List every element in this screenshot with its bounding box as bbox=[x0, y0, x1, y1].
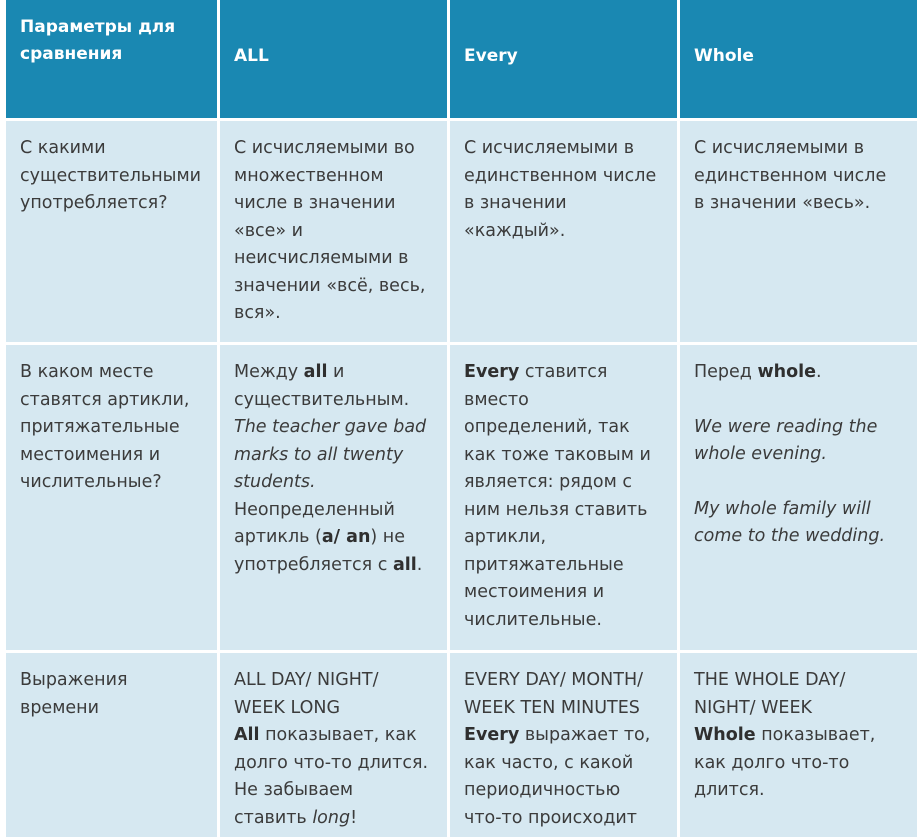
row3-all-text2: показывает, как долго что-то длится. Не забываем ставить bbox=[234, 725, 429, 828]
row2-all-example-text: The teacher gave bad marks to all twenty students. bbox=[234, 417, 427, 492]
row2-all-bold1: all bbox=[303, 362, 328, 382]
row1-label: С какими существительными употребляется? bbox=[6, 121, 220, 345]
row3-whole bbox=[680, 653, 920, 840]
row2-all-bold3: all bbox=[392, 554, 417, 575]
row2-all-text1: Между bbox=[234, 362, 304, 382]
row2-whole-example2 bbox=[694, 496, 901, 551]
row3-every-note bbox=[464, 722, 661, 832]
row3-whole-text2: показывает, как долго что-то длится. bbox=[694, 725, 876, 800]
row2-every-rule bbox=[464, 359, 661, 634]
row2-all-note bbox=[234, 497, 431, 580]
header-parameters-line2: сравнения bbox=[20, 44, 123, 64]
row3-whole-note bbox=[694, 722, 901, 805]
row3-all-italic1: long bbox=[312, 807, 351, 828]
row1-all: С исчисляемыми во множественном числе в значении «все» и неисчисляемыми в значении «всё, весь, вся». bbox=[220, 121, 450, 345]
row2-whole-example1 bbox=[694, 414, 901, 469]
comparison-table bbox=[6, 0, 920, 840]
row2-whole-text1: Перед bbox=[694, 362, 758, 382]
row3-whole-expression: THE WHOLE DAY/ NIGHT/ WEEK bbox=[694, 670, 846, 718]
row2-whole-example1-text: We were reading the whole evening. bbox=[694, 416, 878, 464]
row3-every-bold1: Every bbox=[464, 725, 520, 745]
row2-all-example bbox=[234, 414, 431, 497]
row2-all-text5: . bbox=[416, 554, 423, 575]
row3-all-expression: ALL DAY/ NIGHT/ WEEK LONG bbox=[234, 670, 379, 718]
row2-all-text3: Неопределенный артикль ( bbox=[234, 499, 395, 547]
row2-all-text4: ) не употребляется с bbox=[234, 527, 406, 575]
row2-all-text2: и существительным. bbox=[234, 362, 410, 410]
header-whole: Whole bbox=[680, 0, 920, 121]
row1-every: С исчисляемыми в единственном числе в значении «каждый». bbox=[450, 121, 680, 345]
row2-every-text1: ставится вместо определений, так как тоже таковым и является: рядом с ним нельзя ставить артикли, притяжательные местоимения и числительные. bbox=[464, 362, 651, 630]
header-all: ALL bbox=[220, 0, 450, 121]
row2-all bbox=[220, 345, 450, 653]
header-parameters-line1: Параметры для bbox=[20, 17, 176, 37]
row3-every-text2: выражает то, как часто, с какой периодичностью что-то происходит bbox=[464, 725, 651, 828]
row3-label: Выражения времени bbox=[6, 653, 220, 840]
row2-every bbox=[450, 345, 680, 653]
row2-all-bold2: a/ an bbox=[321, 527, 371, 547]
header-every: Every bbox=[450, 0, 680, 121]
row3-whole-bold1: Whole bbox=[694, 725, 756, 745]
row3-all-text3: ! bbox=[350, 807, 358, 828]
row2-all-rule bbox=[234, 359, 431, 414]
row1-whole: С исчисляемыми в единственном числе в значении «весь». bbox=[680, 121, 920, 345]
row2-whole bbox=[680, 345, 920, 653]
row2-label: В каком месте ставятся артикли, притяжательные местоимения и числительные? bbox=[6, 345, 220, 653]
row3-every-expression: EVERY DAY/ MONTH/ WEEK TEN MINUTES bbox=[464, 670, 644, 718]
row2-whole-rule bbox=[694, 359, 901, 387]
row2-whole-text2: . bbox=[815, 362, 822, 382]
header-parameters bbox=[6, 0, 220, 121]
row3-all-note bbox=[234, 722, 431, 832]
row2-whole-example2-text: My whole family will come to the wedding. bbox=[694, 498, 886, 546]
row2-whole-bold1: whole bbox=[757, 362, 816, 382]
row2-every-bold1: Every bbox=[464, 362, 520, 382]
row3-all-bold1: All bbox=[234, 725, 260, 745]
row3-every bbox=[450, 653, 680, 840]
row3-all bbox=[220, 653, 450, 840]
